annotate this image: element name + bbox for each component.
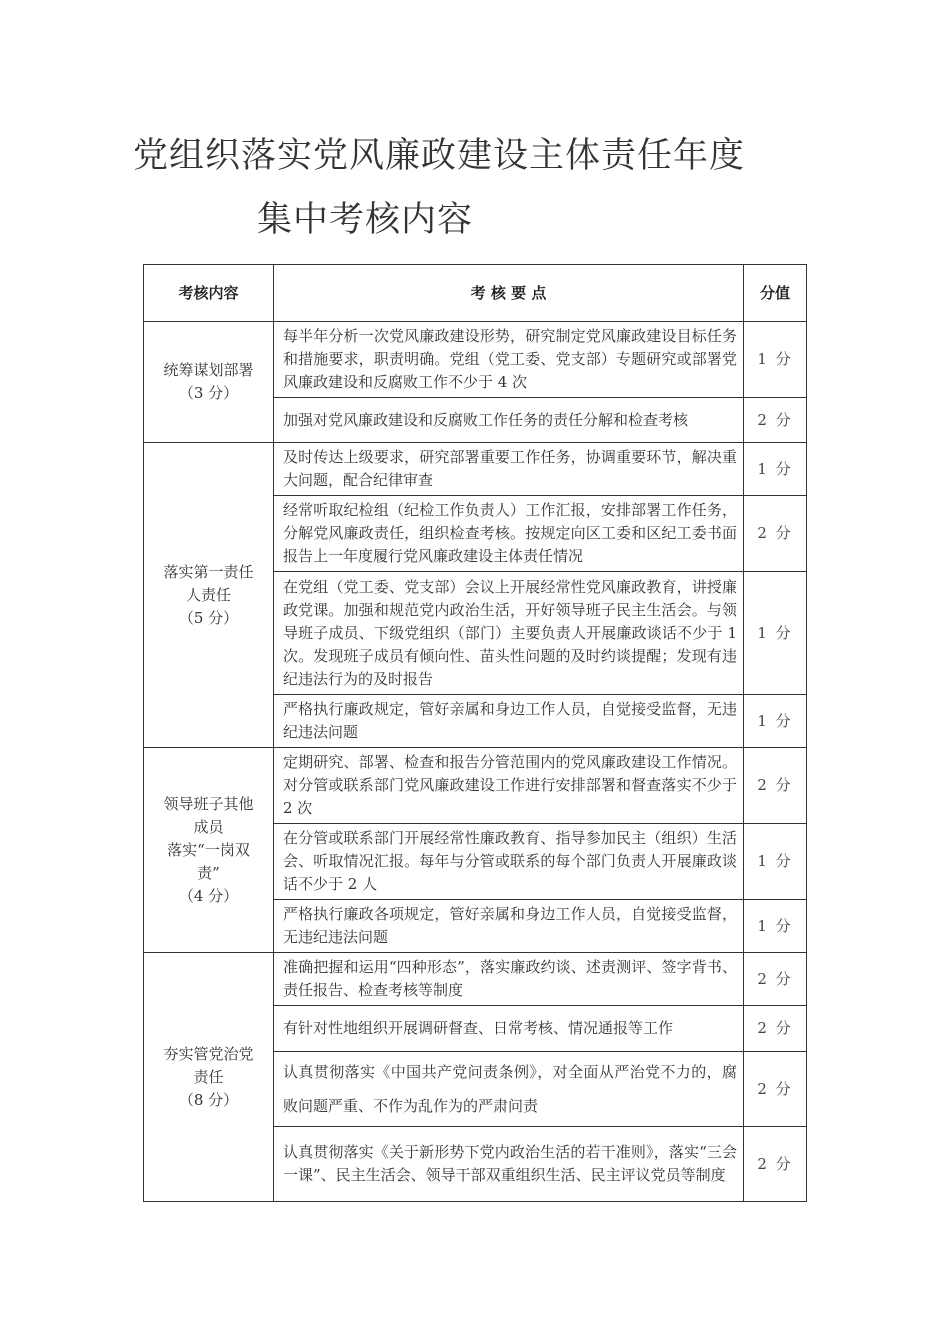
page-title-line2: 集中考核内容 bbox=[257, 200, 474, 240]
header-points: 考 核 要 点 bbox=[274, 265, 744, 322]
category-score: （5 分） bbox=[178, 608, 239, 627]
category-score: （4 分） bbox=[178, 886, 239, 905]
category-label-line2: 成员 bbox=[193, 817, 224, 836]
table-row bbox=[144, 443, 807, 496]
category-label: 统筹谋划部署 bbox=[163, 361, 254, 379]
score-cell: 2 分 bbox=[744, 748, 807, 824]
point-cell: 认真贯彻落实《关于新形势下党内政治生活的若干准则》，落实“三会一课”、民主生活会、领导干部双重组织生活、民主评议党员等制度 bbox=[274, 1127, 744, 1202]
category-label-line2: 责任 bbox=[193, 1067, 224, 1086]
category-cell bbox=[144, 443, 274, 748]
point-cell: 严格执行廉政各项规定，管好亲属和身边工作人员，自觉接受监督，无违纪违法问题 bbox=[274, 900, 744, 953]
table-row bbox=[144, 748, 807, 824]
score-cell: 2 分 bbox=[744, 1006, 807, 1052]
assessment-table bbox=[143, 264, 807, 1202]
score-cell: 1 分 bbox=[744, 824, 807, 900]
category-score: （8 分） bbox=[178, 1090, 239, 1109]
category-label-line3: 落实“一岗双责” bbox=[167, 840, 250, 882]
header-score: 分值 bbox=[744, 265, 807, 322]
point-cell: 准确把握和运用“四种形态”，落实廉政约谈、述责测评、签字背书、责任报告、检查考核等制度 bbox=[274, 953, 744, 1006]
table-row bbox=[144, 953, 807, 1006]
point-cell: 加强对党风廉政建设和反腐败工作任务的责任分解和检查考核 bbox=[274, 398, 744, 443]
score-cell: 1 分 bbox=[744, 900, 807, 953]
point-cell: 每半年分析一次党风廉政建设形势，研究制定党风廉政建设目标任务和措施要求，职责明确。党组（党工委、党支部）专题研究或部署党风廉政建设和反腐败工作不少于 4 次 bbox=[274, 322, 744, 398]
point-cell: 在分管或联系部门开展经常性廉政教育、指导参加民主（组织）生活会、听取情况汇报。每年与分管或联系的每个部门负责人开展廉政谈话不少于 2 人 bbox=[274, 824, 744, 900]
category-label: 落实第一责任 bbox=[163, 562, 254, 581]
score-cell: 1 分 bbox=[744, 695, 807, 748]
point-cell: 定期研究、部署、检查和报告分管范围内的党风廉政建设工作情况。对分管或联系部门党风廉政建设工作进行安排部署和督查落实不少于 2 次 bbox=[274, 748, 744, 824]
score-cell: 1 分 bbox=[744, 443, 807, 496]
point-cell: 有针对性地组织开展调研督查、日常考核、情况通报等工作 bbox=[274, 1006, 744, 1052]
point-cell: 经常听取纪检组（纪检工作负责人）工作汇报，安排部署工作任务，分解党风廉政责任，组织检查考核。按规定向区工委和区纪工委书面报告上一年度履行党风廉政建设主体责任情况 bbox=[274, 496, 744, 572]
category-cell bbox=[144, 322, 274, 443]
score-cell: 2 分 bbox=[744, 953, 807, 1006]
point-cell: 及时传达上级要求，研究部署重要工作任务，协调重要环节，解决重大问题，配合纪律审查 bbox=[274, 443, 744, 496]
score-cell: 2 分 bbox=[744, 496, 807, 572]
category-label: 夯实管党治党 bbox=[163, 1044, 254, 1063]
category-score: （3 分） bbox=[178, 384, 239, 402]
category-cell bbox=[144, 953, 274, 1202]
page-title-line1: 党组织落实党风廉政建设主体责任年度 bbox=[133, 136, 746, 176]
score-cell: 2 分 bbox=[744, 398, 807, 443]
table-row bbox=[144, 322, 807, 398]
score-cell: 2 分 bbox=[744, 1127, 807, 1202]
score-cell: 1 分 bbox=[744, 322, 807, 398]
header-content: 考核内容 bbox=[144, 265, 274, 322]
point-cell: 认真贯彻落实《中国共产党问责条例》，对全面从严治党不力的，腐败问题严重、不作为乱作为的严肃问责 bbox=[274, 1052, 744, 1127]
score-cell: 2 分 bbox=[744, 1052, 807, 1127]
category-label-line2: 人责任 bbox=[185, 585, 231, 604]
point-cell: 在党组（党工委、党支部）会议上开展经常性党风廉政教育，讲授廉政党课。加强和规范党内政治生活，开好领导班子民主生活会。与领导班子成员、下级党组织（部门）主要负责人开展廉政谈话不少于 1 次。发现班子成员有倾向性、苗头性问题的及时约谈提醒；发现有违纪违法行为的及时报告 bbox=[274, 572, 744, 695]
point-cell: 严格执行廉政规定，管好亲属和身边工作人员，自觉接受监督，无违纪违法问题 bbox=[274, 695, 744, 748]
table-header-row bbox=[144, 265, 807, 322]
category-label: 领导班子其他 bbox=[163, 794, 254, 813]
category-cell bbox=[144, 748, 274, 953]
score-cell: 1 分 bbox=[744, 572, 807, 695]
